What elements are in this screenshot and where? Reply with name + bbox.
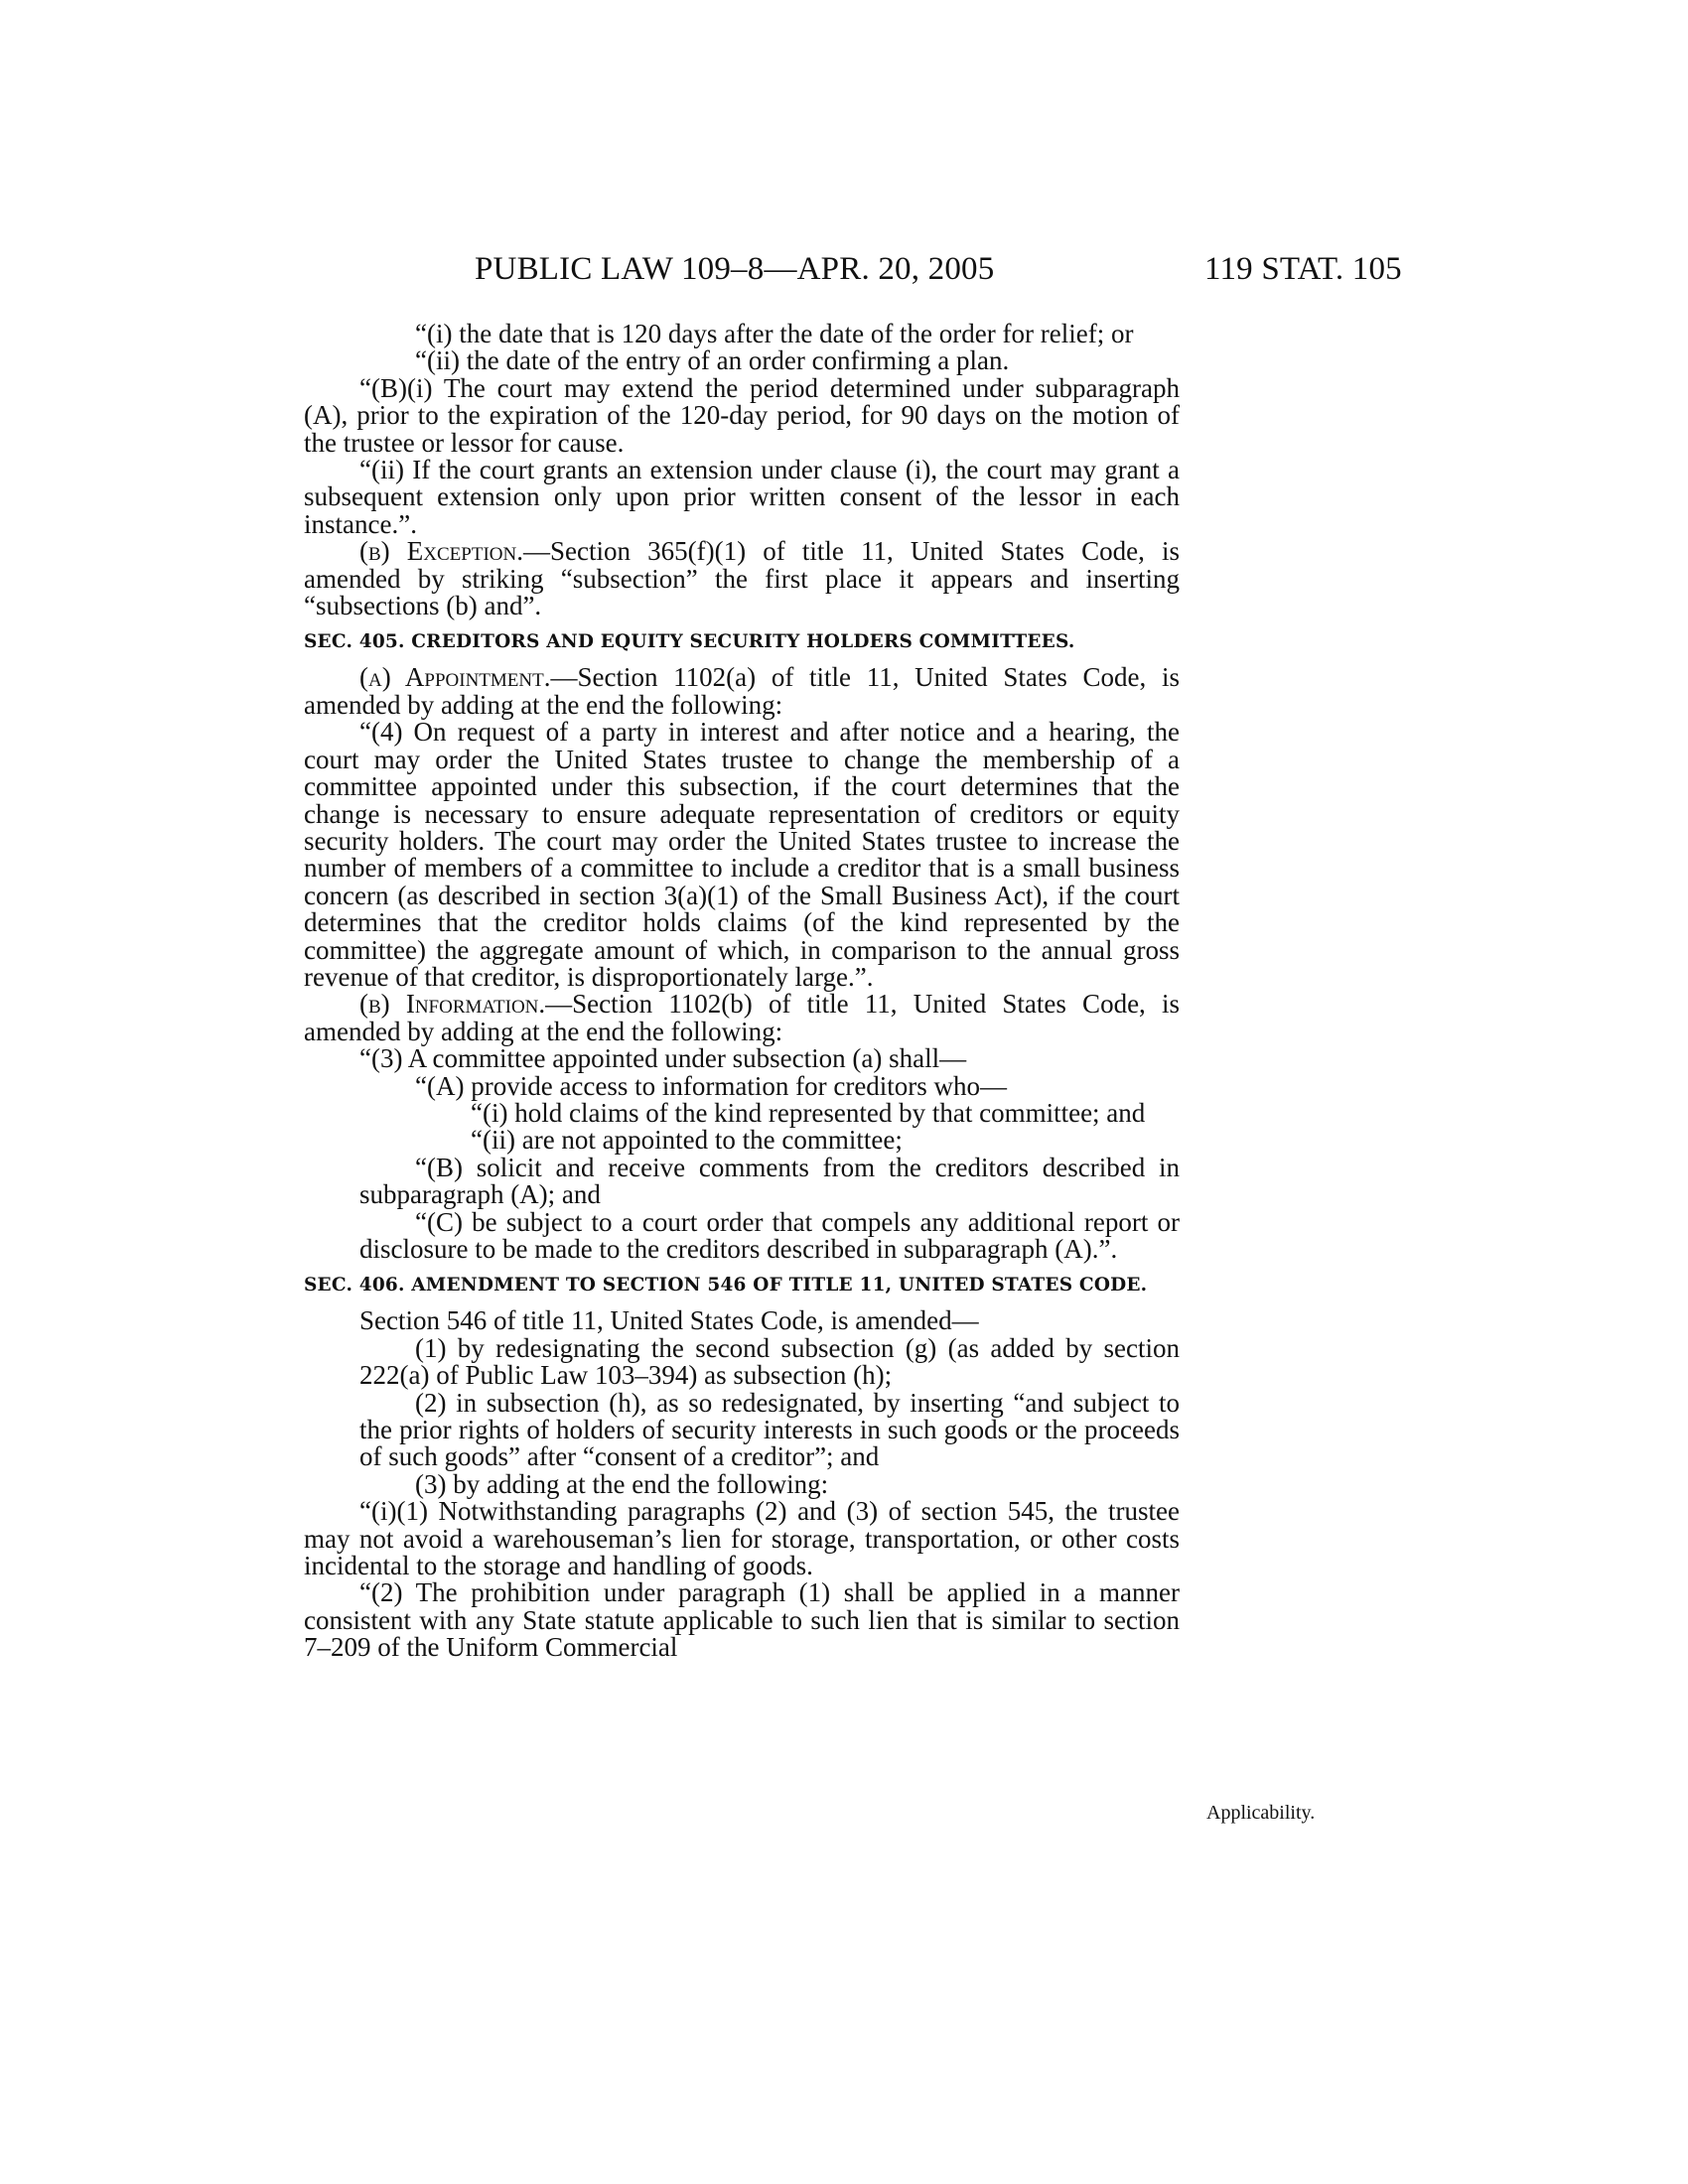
appointment-label: (a) Appointment. [359,662,551,693]
paragraph-clause-i: “(i) the date that is 120 days after the date of the order for relief; or [415,319,1134,348]
paragraph-appointment [304,664,1180,719]
paragraph-C: “(C) be subject to a court order that compels any additional report or disclosure to be made to the creditors described in subparagraph (A).”. [359,1206,1180,1264]
paragraph-A-ii: “(ii) are not appointed to the committee; [471,1125,903,1156]
paragraph-3: “(3) A committee appointed under subsection (a) shall— [359,1043,967,1074]
margin-note-applicability: Applicability. [1206,1802,1316,1824]
section-406-heading: SEC. 406. AMENDMENT TO SECTION 546 OF TITLE 11, UNITED STATES CODE. [304,1275,1148,1297]
paragraph-b-ii: “(ii) If the court grants an extension under clause (i), the court may grant a subsequent extension only upon prior written consent of the lessor in each instance.”. [304,455,1180,539]
exception-label: (b) Exception. [359,536,523,567]
paragraph-4: “(4) On request of a party in interest and after notice and a hearing, the court may order the United States trustee to change the membership of a committee appointed under this subsection, if the court determines that the change is necessary to ensure adequate representation of creditors or equity security holders. The court may order the United States trustee to increase the number of members of a committee to include a creditor that is a small business concern (as described in section 3(a)(1) of the Small Business Act), if the court determines that the creditor holds claims (of the kind represented by the committee) the aggregate amount of which, in comparison to the annual gross revenue of that creditor, is disproportionately large.”. [304,717,1180,992]
paragraph-546-2: (2) in subsection (h), as so redesignated, by inserting “and subject to the prior rights of holders of security interests in such goods or the proceeds of such goods” after “consent of a creditor”; and [359,1387,1180,1472]
paragraph-A: “(A) provide access to information for creditors who— [415,1070,1008,1101]
paragraph-546-intro: Section 546 of title 11, United States Code, is amended— [359,1305,979,1336]
exception-text: —Section 365(f)(1) of title 11, United States Code, is amended by striking “subsection” the first place it appears and inserting “subsections (b) and”. [304,536,1180,621]
information-text: —Section 1102(b) of title 11, United States Code, is amended by adding at the end the following: [304,989,1180,1046]
paragraph-546-1: (1) by redesignating the second subsection (g) (as added by section 222(a) of Public Law 103–394) as subsection (h); [359,1332,1180,1391]
paragraph-i-1: “(i)(1) Notwithstanding paragraphs (2) and (3) of section 545, the trustee may not avoid a warehouseman’s lien for storage, transportation, or other costs incidental to the storage and handling of goods. [304,1496,1180,1581]
running-header-title: PUBLIC LAW 109–8—APR. 20, 2005 [475,251,995,287]
paragraph-exception [304,538,1180,619]
paragraph-information [304,991,1180,1045]
running-header-page-number: 119 STAT. 105 [1204,251,1402,287]
appointment-text: —Section 1102(a) of title 11, United States Code, is amended by adding at the end the following: [304,662,1180,720]
paragraph-i-2: “(2) The prohibition under paragraph (1) shall be applied in a manner consistent with any State statute applicable to such lien that is similar to section 7–209 of the Uniform Commercial [304,1577,1180,1663]
information-label: (b) Information. [359,989,546,1020]
section-405-heading: SEC. 405. CREDITORS AND EQUITY SECURITY HOLDERS COMMITTEES. [304,631,1075,653]
paragraph-b-i: “(B)(i) The court may extend the period determined under subparagraph (A), prior to the expiration of the 120-day period, for 90 days on the motion of the trustee or lessor for cause. [304,372,1180,458]
paragraph-clause-ii: “(ii) the date of the entry of an order confirming a plan. [415,345,1010,376]
document-body [304,321,1180,1662]
paragraph-B: “(B) solicit and receive comments from the creditors described in subparagraph (A); and [359,1152,1180,1210]
paragraph-A-i: “(i) hold claims of the kind represented by that committee; and [471,1097,1146,1128]
paragraph-546-3: (3) by adding at the end the following: [415,1468,829,1499]
